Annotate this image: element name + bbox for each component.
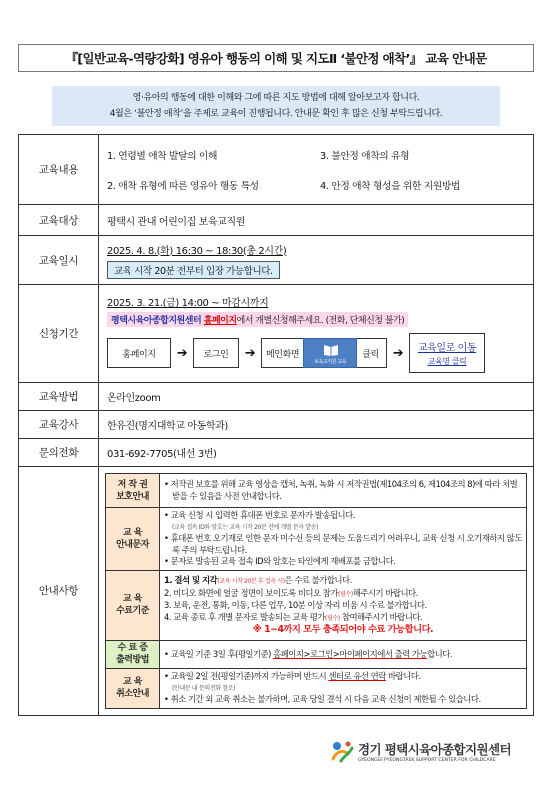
notice-cancel <box>106 668 527 708</box>
info-table <box>18 134 534 716</box>
apply-how <box>107 312 408 327</box>
apply-steps <box>107 333 533 373</box>
row-lecturer <box>19 411 534 439</box>
apply-center-name: 평택시육아종합지원센터 <box>111 316 204 326</box>
certificate-text <box>160 640 527 668</box>
row-date <box>19 236 534 285</box>
apply-period: 2025. 3. 21.(금) 14:00 ~ 마감시까지 <box>107 298 269 309</box>
intro-box <box>52 86 500 126</box>
cancel-label-1: 교 육 <box>122 677 143 688</box>
apply-homepage-link[interactable]: 홈페이지 <box>203 316 237 326</box>
notice-completion <box>106 570 527 640</box>
course-item-4: 4. 안정 애착 형성을 위한 지원방법 <box>320 180 460 192</box>
step-click-course: 교육명 클릭 <box>427 357 467 366</box>
phone-value: 031-692-7705(내선 3번) <box>99 439 534 467</box>
sms-bullet-1-note: (교육 접속 ID와 암호는 교육 시작 20분 전에 개별 문자 발송) <box>172 523 318 531</box>
step-main <box>261 338 387 368</box>
label-method: 교육방법 <box>19 383 99 411</box>
certificate-a: • 교육일 기준 3일 후(평일기준) <box>164 648 274 659</box>
completion-label <box>106 570 160 640</box>
row-apply <box>19 285 534 383</box>
completion-label-2: 수료기준 <box>116 606 149 617</box>
step-last <box>409 333 485 373</box>
step-go-edu-day: 교육일로 이동 <box>417 343 477 354</box>
cancel-label <box>106 668 160 708</box>
footer-name-en: GYEONGGI PYEONGTAEK SUPPORT CENTER FOR CHILDCARE <box>358 757 496 763</box>
certificate-c: 합니다. <box>427 648 453 659</box>
certificate-label <box>106 640 160 668</box>
intro-line-1: 영·유아의 행동에 대한 이해와 그에 따른 지도 방법에 대해 알아보고자 합니다. <box>132 93 420 103</box>
step-login: 로그인 <box>193 338 239 368</box>
sms-label-1: 교 육 <box>122 527 143 538</box>
notice-copyright <box>106 474 527 508</box>
completion-item-4 <box>164 612 522 625</box>
cancel-1a: • 교육일 2일 전(평일기준)까지 가능하며 반드시 <box>164 670 329 681</box>
center-logo-icon <box>330 739 354 763</box>
notice-value <box>99 467 534 716</box>
apply-how-rest: 에서 개별신청해주세요. (전화, 단체신청 불가) <box>236 316 405 326</box>
date-text: 2025. 4. 8.(화) 16:30 ~ 18:30(총 2시간) <box>107 245 287 257</box>
cancel-1c: 바랍니다. <box>385 670 421 681</box>
arrow-right-icon: ➔ <box>176 345 188 361</box>
completion-1a: 1. 결석 및 지각 <box>164 574 218 585</box>
step-homepage: 홈페이지 <box>107 338 171 368</box>
label-lecturer: 교육강사 <box>19 411 99 439</box>
step-click-label: 클릭 <box>362 349 379 360</box>
sms-bullet-3: • 문자로 발송된 교육 접속 ID와 암호는 타인에게 재배포를 금합니다. <box>164 556 396 567</box>
label-notice: 안내사항 <box>19 467 99 716</box>
copyright-text <box>160 474 527 508</box>
footer-name: 경기 평택시육아종합지원센터 <box>358 741 511 757</box>
sms-label-2: 안내문자 <box>116 539 149 550</box>
completion-1-note: (교육 시작 20분 후 접속 시) <box>217 577 285 585</box>
cancel-note: (안내문 내 문의전화 참조) <box>172 684 235 692</box>
intro-line-2: 4월은 ‘불안정 애착’을 주제로 교육이 진행됩니다. 안내문 확인 후 많은 신청 부탁드립니다. <box>109 109 443 119</box>
notice-certificate <box>106 640 527 668</box>
footer-logo <box>330 736 530 766</box>
content-value <box>99 135 534 205</box>
completion-label-1: 교 육 <box>122 594 143 605</box>
cancel-text <box>160 668 527 708</box>
cancel-bullet-2: • 취소 기간 외 교육 취소는 불가하며, 교육 당일 결석 시 다음 교육 신청이 제한될 수 있습니다. <box>164 694 481 705</box>
arrow-right-icon: ➔ <box>392 345 404 361</box>
course-item-1: 1. 연령별 애착 발달의 이해 <box>107 150 218 162</box>
copyright-label-2: 보호안내 <box>116 491 149 502</box>
course-item-2: 2. 애착 유형에 따른 영유아 행동 특성 <box>107 180 259 192</box>
label-phone: 문의전화 <box>19 439 99 467</box>
label-date: 교육일시 <box>19 236 99 285</box>
page-title: 『[일반교육-역량강화] 영유아 행동의 이해 및 지도Ⅱ ‘불안정 애착’』 교육 안내문 <box>18 44 534 72</box>
cancel-bullet-1 <box>164 671 522 683</box>
book-icon <box>323 343 339 356</box>
course-item-3: 3. 불안정 애착의 유형 <box>320 150 410 162</box>
sms-text <box>160 508 527 571</box>
banner-label: 보육교직원 교육 <box>314 359 347 365</box>
completion-4b: 참여해주시기 바랍니다. <box>339 611 423 622</box>
date-note: 교육 시작 20분 전부터 입장 가능합니다. <box>107 261 280 279</box>
label-apply: 신청기간 <box>19 285 99 383</box>
completion-4a: 4. 교육 종료 후 개별 문자로 발송되는 교육 평가 <box>164 611 325 622</box>
step-main-label: 메인화면 <box>266 349 300 360</box>
education-banner <box>303 338 357 368</box>
arrow-right-icon: ➔ <box>244 345 256 361</box>
row-method <box>19 383 534 411</box>
completion-item-1 <box>164 575 522 588</box>
sms-bullet-2: • 휴대폰 번호 오기재로 인한 문자 미수신 등의 문제는 도움드리기 어려우니, 교육 신청 시 오기재하지 않도록 주의 부탁드립니다. <box>164 533 522 555</box>
certificate-label-1: 수 료 증 <box>117 643 148 654</box>
row-notice <box>19 467 534 716</box>
completion-4-note: (필수) <box>324 614 340 622</box>
completion-warning: ※ 1~4까지 모두 충족되어야 수료 가능합니다. <box>252 624 434 636</box>
certificate-path: 홈페이지>로그인>마이페이지에서 출력 가능 <box>273 648 428 659</box>
cancel-label-2: 취소안내 <box>116 689 149 700</box>
completion-2a: 2. 비디오 화면에 얼굴 정면이 보이도록 비디오 참가 <box>164 587 338 598</box>
label-content: 교육내용 <box>19 135 99 205</box>
completion-2b: 해주시기 바랍니다. <box>352 587 418 598</box>
lecturer-value: 한유진(명지대학교 아동학과) <box>99 411 534 439</box>
row-content <box>19 135 534 205</box>
apply-value <box>99 285 534 383</box>
sms-label <box>106 508 160 571</box>
completion-item-2 <box>164 588 522 601</box>
copyright-label-1: 저 작 권 <box>117 479 148 490</box>
target-value: 평택시 관내 어린이집 보육교직원 <box>99 205 534 236</box>
copyright-label <box>106 474 160 508</box>
notice-table <box>105 473 527 709</box>
label-target: 교육대상 <box>19 205 99 236</box>
completion-2-note: (필수) <box>337 590 353 598</box>
method-value: 온라인zoom <box>99 383 534 411</box>
row-phone <box>19 439 534 467</box>
certificate-label-2: 출력방법 <box>116 655 149 666</box>
cancel-call-center: 센터로 유선 연락 <box>328 670 386 681</box>
row-target <box>19 205 534 236</box>
sms-bullet-1: • 교육 신청 시 입력한 휴대폰 번호로 문자가 발송됩니다. <box>164 510 355 520</box>
completion-1b: 은 수료 불가합니다. <box>284 574 352 585</box>
completion-text <box>160 570 527 640</box>
completion-item-3: 3. 보육, 운전, 통화, 이동, 다른 업무, 10분 이상 자리 비움 시 수료 불가합니다. <box>164 600 427 611</box>
date-value <box>99 236 534 285</box>
notice-sms <box>106 508 527 571</box>
footer-text <box>358 740 511 763</box>
copyright-bullet: • 저작권 보호를 위해 교육 영상을 캡처, 녹취, 녹화 시 저작권법(제104조의 6, 제104조의 8)에 따라 처벌받을 수 있음을 사전 안내합니다. <box>164 478 518 501</box>
